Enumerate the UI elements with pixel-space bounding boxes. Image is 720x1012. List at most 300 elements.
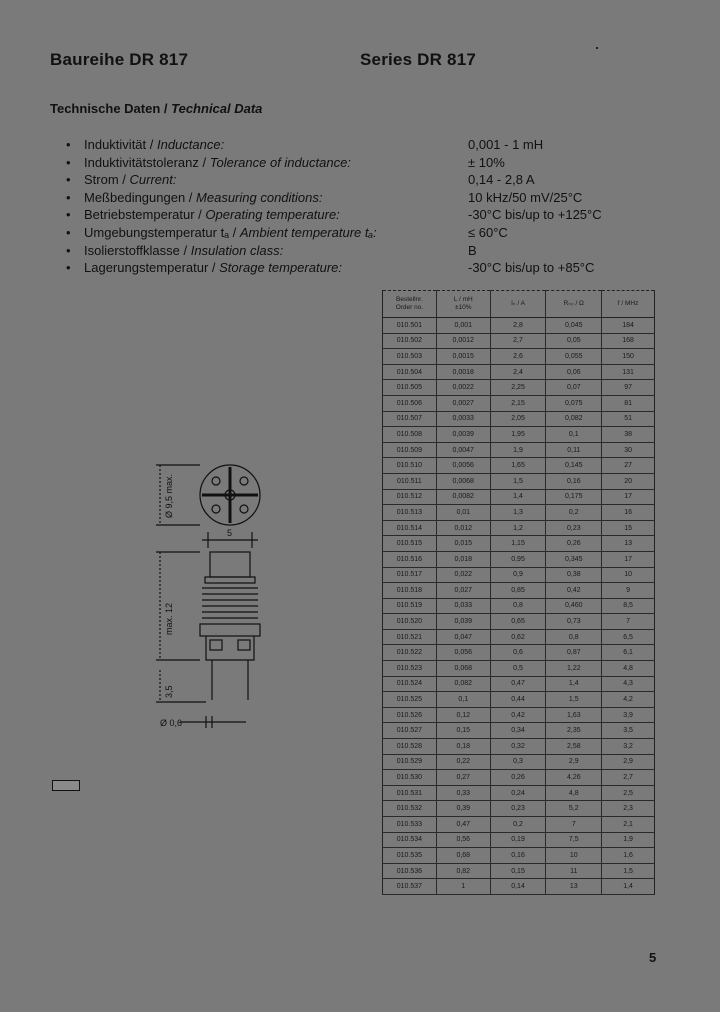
table-cell: 3,5 bbox=[602, 723, 655, 739]
table-cell: 010.523 bbox=[383, 661, 437, 677]
dim-lead-length-label: 3,5 bbox=[164, 685, 174, 698]
table-cell: 4,26 bbox=[546, 770, 602, 786]
table-cell: 7 bbox=[546, 817, 602, 833]
table-cell: 010.502 bbox=[383, 333, 437, 349]
spec-label-de: Strom / bbox=[84, 172, 130, 188]
table-cell: 010.531 bbox=[383, 785, 437, 801]
table-cell: 30 bbox=[602, 442, 655, 458]
table-cell: 1,65 bbox=[490, 458, 546, 474]
table-cell: 010.526 bbox=[383, 707, 437, 723]
table-cell: 6,1 bbox=[602, 645, 655, 661]
spec-label-en: Ambient temperature tₐ: bbox=[239, 224, 377, 240]
table-cell: 0,16 bbox=[490, 848, 546, 864]
table-cell: 0,9 bbox=[490, 567, 546, 583]
table-cell: 1,15 bbox=[490, 536, 546, 552]
table-cell: 168 bbox=[602, 333, 655, 349]
table-cell: 0,056 bbox=[436, 645, 490, 661]
table-cell: 010.511 bbox=[383, 473, 437, 489]
table-cell: 0,3 bbox=[490, 754, 546, 770]
table-cell: 10 bbox=[546, 848, 602, 864]
table-cell: 010.501 bbox=[383, 318, 437, 334]
table-header-cell bbox=[546, 291, 602, 318]
table-cell: 0,5 bbox=[490, 661, 546, 677]
table-row bbox=[383, 349, 655, 365]
table-cell: 0,015 bbox=[436, 536, 490, 552]
table-cell: 3,2 bbox=[602, 739, 655, 755]
table-cell: 0,34 bbox=[490, 723, 546, 739]
table-cell: 27 bbox=[602, 458, 655, 474]
table-cell: 17 bbox=[602, 551, 655, 567]
spec-label-de: Isolierstoffklasse / bbox=[84, 242, 191, 258]
table-cell: 010.516 bbox=[383, 551, 437, 567]
table-header-row bbox=[383, 291, 655, 318]
table-cell: 2,8 bbox=[490, 318, 546, 334]
table-cell: 010.530 bbox=[383, 770, 437, 786]
table-cell: 010.508 bbox=[383, 427, 437, 443]
spec-value: -30°C bis/up to +85°C bbox=[468, 260, 595, 276]
bullet-icon: • bbox=[66, 207, 71, 223]
table-cell: 7 bbox=[602, 614, 655, 630]
table-row bbox=[383, 364, 655, 380]
table-cell: 010.517 bbox=[383, 567, 437, 583]
table-cell: 150 bbox=[602, 349, 655, 365]
table-cell: 2,15 bbox=[490, 395, 546, 411]
table-cell: 81 bbox=[602, 395, 655, 411]
table-cell: 1,9 bbox=[490, 442, 546, 458]
table-cell: 2,1 bbox=[602, 817, 655, 833]
spec-row bbox=[60, 242, 660, 260]
table-cell: 0,039 bbox=[436, 614, 490, 630]
header-line-2: Order no. bbox=[395, 304, 424, 311]
table-cell: 0,33 bbox=[436, 785, 490, 801]
table-cell: 2,4 bbox=[490, 364, 546, 380]
table-row bbox=[383, 848, 655, 864]
table-cell: 5,2 bbox=[546, 801, 602, 817]
table-cell: 1,63 bbox=[546, 707, 602, 723]
spec-label bbox=[84, 224, 377, 241]
table-row bbox=[383, 567, 655, 583]
spec-row bbox=[60, 259, 660, 277]
table-cell: 4,8 bbox=[546, 785, 602, 801]
spec-label-de: Induktivitätstoleranz / bbox=[84, 154, 210, 170]
table-cell: 15 bbox=[602, 520, 655, 536]
table-cell: 010.534 bbox=[383, 832, 437, 848]
table-cell: 0,0039 bbox=[436, 427, 490, 443]
table-cell: 1,6 bbox=[602, 848, 655, 864]
table-cell: 20 bbox=[602, 473, 655, 489]
table-row bbox=[383, 629, 655, 645]
table-cell: 0,8 bbox=[546, 629, 602, 645]
bullet-icon: • bbox=[66, 242, 71, 258]
table-cell: 2,35 bbox=[546, 723, 602, 739]
table-cell: 0,0033 bbox=[436, 411, 490, 427]
table-cell: 13 bbox=[546, 879, 602, 895]
table-cell: 010.524 bbox=[383, 676, 437, 692]
dim-height-label: max. 12 bbox=[164, 602, 174, 635]
table-cell: 0,460 bbox=[546, 598, 602, 614]
spec-row bbox=[60, 206, 660, 224]
table-cell: 0,42 bbox=[546, 583, 602, 599]
spec-label-en: Tolerance of inductance: bbox=[209, 154, 351, 170]
table-cell: 0,44 bbox=[490, 692, 546, 708]
scan-dot bbox=[596, 47, 598, 49]
table-cell: 010.520 bbox=[383, 614, 437, 630]
table-cell: 0,045 bbox=[546, 318, 602, 334]
spec-label-de: Meßbedingungen / bbox=[84, 189, 197, 205]
table-cell: 0,0082 bbox=[436, 489, 490, 505]
section-title-de: Technische Daten / bbox=[50, 101, 172, 116]
table-cell: 0,62 bbox=[490, 629, 546, 645]
table-cell: 1,5 bbox=[546, 692, 602, 708]
table-cell: 0,05 bbox=[546, 333, 602, 349]
coil-cap bbox=[210, 552, 250, 577]
dim-wire-diameter-label: Ø 0,6 bbox=[160, 718, 183, 728]
table-cell: 2,9 bbox=[546, 754, 602, 770]
table-cell: 0,0068 bbox=[436, 473, 490, 489]
table-row bbox=[383, 505, 655, 521]
table-row bbox=[383, 395, 655, 411]
table-cell: 0,01 bbox=[436, 505, 490, 521]
table-cell: 2,7 bbox=[602, 770, 655, 786]
spec-label bbox=[84, 136, 224, 153]
table-cell: 4,3 bbox=[602, 676, 655, 692]
spec-label bbox=[84, 154, 351, 171]
header-line-1: L / mH bbox=[453, 296, 473, 303]
table-cell: 0,0012 bbox=[436, 333, 490, 349]
table-cell: 0,12 bbox=[436, 707, 490, 723]
spec-list bbox=[60, 136, 660, 277]
table-cell: 010.519 bbox=[383, 598, 437, 614]
table-cell: 0,068 bbox=[436, 661, 490, 677]
dim-diameter-label: Ø 9,5 max. bbox=[164, 473, 174, 518]
table-row bbox=[383, 458, 655, 474]
table-cell: 0,001 bbox=[436, 318, 490, 334]
table-cell: 1,4 bbox=[490, 489, 546, 505]
table-row bbox=[383, 801, 655, 817]
table-cell: 0,0027 bbox=[436, 395, 490, 411]
table-cell: 6,5 bbox=[602, 629, 655, 645]
table-cell: 17 bbox=[602, 489, 655, 505]
table-cell: 010.529 bbox=[383, 754, 437, 770]
table-cell: 010.528 bbox=[383, 739, 437, 755]
table-cell: 0,23 bbox=[490, 801, 546, 817]
table-cell: 0,42 bbox=[490, 707, 546, 723]
spec-label bbox=[84, 171, 176, 188]
table-cell: 010.514 bbox=[383, 520, 437, 536]
table-cell: 0,14 bbox=[490, 879, 546, 895]
table-cell: 0,175 bbox=[546, 489, 602, 505]
inductance-table bbox=[382, 290, 655, 895]
table-cell: 010.525 bbox=[383, 692, 437, 708]
table-cell: 0,82 bbox=[436, 863, 490, 879]
table-cell: 010.504 bbox=[383, 364, 437, 380]
table-row bbox=[383, 598, 655, 614]
spec-value: 0,14 - 2,8 A bbox=[468, 172, 535, 188]
table-row bbox=[383, 551, 655, 567]
table-cell: 2,6 bbox=[490, 349, 546, 365]
series-title-de: Baureihe DR 817 bbox=[50, 50, 189, 69]
header-line-2: ±10% bbox=[454, 304, 472, 311]
table-cell: 1,2 bbox=[490, 520, 546, 536]
section-title bbox=[50, 101, 262, 116]
table-cell: 0,47 bbox=[436, 817, 490, 833]
table-cell: 0,15 bbox=[436, 723, 490, 739]
spec-label-en: Measuring conditions: bbox=[196, 189, 323, 205]
table-cell: 0,027 bbox=[436, 583, 490, 599]
table-cell: 0,082 bbox=[436, 676, 490, 692]
table-cell: 1 bbox=[436, 879, 490, 895]
table-row bbox=[383, 739, 655, 755]
table-cell: 0,56 bbox=[436, 832, 490, 848]
spec-label-de: Umgebungstemperatur tₐ / bbox=[84, 224, 240, 240]
manufacturer-logo-stamp bbox=[52, 780, 80, 791]
table-cell: 010.537 bbox=[383, 879, 437, 895]
table-header-cell bbox=[383, 291, 437, 318]
table-cell: 1,4 bbox=[546, 676, 602, 692]
table-cell: 010.507 bbox=[383, 411, 437, 427]
bullet-icon: • bbox=[66, 172, 71, 188]
table-row bbox=[383, 692, 655, 708]
bullet-icon: • bbox=[66, 224, 71, 240]
table-cell: 0,87 bbox=[546, 645, 602, 661]
table-cell: 010.536 bbox=[383, 863, 437, 879]
table-cell: 0,6 bbox=[490, 645, 546, 661]
table-cell: 0,033 bbox=[436, 598, 490, 614]
table-cell: 0,65 bbox=[490, 614, 546, 630]
spec-row bbox=[60, 171, 660, 189]
spec-label bbox=[84, 189, 323, 206]
table-row bbox=[383, 536, 655, 552]
table-row bbox=[383, 318, 655, 334]
table-row bbox=[383, 442, 655, 458]
spec-label-en: Operating temperature: bbox=[205, 207, 340, 223]
table-cell: 010.535 bbox=[383, 848, 437, 864]
table-cell: 7,5 bbox=[546, 832, 602, 848]
table-cell: 0,39 bbox=[436, 801, 490, 817]
table-cell: 010.506 bbox=[383, 395, 437, 411]
spec-value: 0,001 - 1 mH bbox=[468, 137, 544, 152]
table-cell: 0,24 bbox=[490, 785, 546, 801]
table-cell: 010.532 bbox=[383, 801, 437, 817]
table-cell: 13 bbox=[602, 536, 655, 552]
page-number: 5 bbox=[649, 950, 657, 965]
header-line-1: f / MHz bbox=[617, 300, 639, 307]
table-cell: 0,07 bbox=[546, 380, 602, 396]
table-cell: 0,11 bbox=[546, 442, 602, 458]
spec-label-en: Storage temperature: bbox=[219, 260, 342, 276]
table-cell: 0,95 bbox=[490, 551, 546, 567]
table-row bbox=[383, 380, 655, 396]
table-row bbox=[383, 879, 655, 895]
table-cell: 0,2 bbox=[546, 505, 602, 521]
table-cell: 2,58 bbox=[546, 739, 602, 755]
table-cell: 010.518 bbox=[383, 583, 437, 599]
table-row bbox=[383, 473, 655, 489]
table-cell: 0,38 bbox=[546, 567, 602, 583]
table-cell: 0,32 bbox=[490, 739, 546, 755]
table-cell: 3,9 bbox=[602, 707, 655, 723]
table-cell: 184 bbox=[602, 318, 655, 334]
table-header-cell bbox=[436, 291, 490, 318]
table-cell: 0,2 bbox=[490, 817, 546, 833]
table-row bbox=[383, 583, 655, 599]
table-row bbox=[383, 770, 655, 786]
table-cell: 0,082 bbox=[546, 411, 602, 427]
spec-value: -30°C bis/up to +125°C bbox=[468, 207, 602, 223]
table-cell: 0,047 bbox=[436, 629, 490, 645]
table-cell: 0,0022 bbox=[436, 380, 490, 396]
spec-row bbox=[60, 189, 660, 207]
table-cell: 8,5 bbox=[602, 598, 655, 614]
spec-label-en: Inductance: bbox=[156, 137, 225, 152]
table-row bbox=[383, 520, 655, 536]
table-cell: 0,0056 bbox=[436, 458, 490, 474]
table-cell: 1,9 bbox=[602, 832, 655, 848]
bullet-icon: • bbox=[66, 137, 71, 152]
table-header-cell bbox=[602, 291, 655, 318]
table-cell: 0,145 bbox=[546, 458, 602, 474]
table-cell: 0,16 bbox=[546, 473, 602, 489]
table-header-cell bbox=[490, 291, 546, 318]
spec-label-de: Lagerungstemperatur / bbox=[84, 260, 220, 276]
table-cell: 0,022 bbox=[436, 567, 490, 583]
table-cell: 0,18 bbox=[436, 739, 490, 755]
spec-value: ± 10% bbox=[468, 154, 505, 170]
spec-label-en: Current: bbox=[129, 172, 177, 188]
table-row bbox=[383, 754, 655, 770]
table-row bbox=[383, 707, 655, 723]
table-cell: 0,0015 bbox=[436, 349, 490, 365]
table-cell: 2,7 bbox=[490, 333, 546, 349]
header-line-1: Bestellnr. bbox=[396, 296, 423, 303]
spec-value: 10 kHz/50 mV/25°C bbox=[468, 189, 583, 205]
table-cell: 4,2 bbox=[602, 692, 655, 708]
table-cell: 010.513 bbox=[383, 505, 437, 521]
table-cell: 131 bbox=[602, 364, 655, 380]
table-row bbox=[383, 723, 655, 739]
table-cell: 0,0018 bbox=[436, 364, 490, 380]
table-cell: 010.505 bbox=[383, 380, 437, 396]
table-row bbox=[383, 333, 655, 349]
dim-width-label: 5 bbox=[227, 528, 233, 538]
table-cell: 010.510 bbox=[383, 458, 437, 474]
table-cell: 0,68 bbox=[436, 848, 490, 864]
table-cell: 0,23 bbox=[546, 520, 602, 536]
spec-label bbox=[84, 242, 283, 259]
table-cell: 0,1 bbox=[546, 427, 602, 443]
table-cell: 4,8 bbox=[602, 661, 655, 677]
table-row bbox=[383, 645, 655, 661]
table-cell: 0,26 bbox=[490, 770, 546, 786]
table-cell: 0,47 bbox=[490, 676, 546, 692]
table-cell: 0,012 bbox=[436, 520, 490, 536]
table-cell: 1,5 bbox=[602, 863, 655, 879]
bullet-icon: • bbox=[66, 154, 71, 170]
table-row bbox=[383, 676, 655, 692]
series-title-en: Series DR 817 bbox=[360, 50, 477, 69]
table-cell: 97 bbox=[602, 380, 655, 396]
header-line-1: Iₙ / A bbox=[511, 300, 525, 307]
table-row bbox=[383, 411, 655, 427]
table-cell: 0,26 bbox=[546, 536, 602, 552]
table-cell: 010.521 bbox=[383, 629, 437, 645]
spec-row bbox=[60, 136, 660, 154]
table-cell: 010.515 bbox=[383, 536, 437, 552]
table-row bbox=[383, 489, 655, 505]
spec-label bbox=[84, 206, 340, 223]
table-cell: 0,1 bbox=[436, 692, 490, 708]
header-line-1: Rₙ₀ / Ω bbox=[563, 300, 584, 307]
table-cell: 1,3 bbox=[490, 505, 546, 521]
table-cell: 2,3 bbox=[602, 801, 655, 817]
table-cell: 2,9 bbox=[602, 754, 655, 770]
table-row bbox=[383, 817, 655, 833]
table-cell: 16 bbox=[602, 505, 655, 521]
table-cell: 010.512 bbox=[383, 489, 437, 505]
table-row bbox=[383, 863, 655, 879]
section-title-en: Technical Data bbox=[171, 101, 263, 116]
table-cell: 0,055 bbox=[546, 349, 602, 365]
table-cell: 010.522 bbox=[383, 645, 437, 661]
table-cell: 0,73 bbox=[546, 614, 602, 630]
table-cell: 0,15 bbox=[490, 863, 546, 879]
table-row bbox=[383, 832, 655, 848]
spec-label-de: Induktivität / bbox=[84, 137, 157, 152]
spec-value: ≤ 60°C bbox=[468, 224, 508, 240]
spec-label-de: Betriebstemperatur / bbox=[84, 207, 206, 223]
spec-value: B bbox=[468, 242, 477, 258]
table-cell: 11 bbox=[546, 863, 602, 879]
table-cell: 0,345 bbox=[546, 551, 602, 567]
table-cell: 51 bbox=[602, 411, 655, 427]
table-cell: 1,95 bbox=[490, 427, 546, 443]
table-row bbox=[383, 785, 655, 801]
spec-label-en: Insulation class: bbox=[190, 242, 284, 258]
table-cell: 2,5 bbox=[602, 785, 655, 801]
spec-row bbox=[60, 154, 660, 172]
coil-base bbox=[200, 624, 260, 636]
bullet-icon: • bbox=[66, 260, 71, 276]
table-cell: 10 bbox=[602, 567, 655, 583]
table-row bbox=[383, 427, 655, 443]
table-cell: 0,0047 bbox=[436, 442, 490, 458]
table-cell: 0,018 bbox=[436, 551, 490, 567]
table-cell: 0,075 bbox=[546, 395, 602, 411]
table-cell: 010.509 bbox=[383, 442, 437, 458]
table-cell: 0,27 bbox=[436, 770, 490, 786]
table-cell: 010.503 bbox=[383, 349, 437, 365]
table-cell: 1,5 bbox=[490, 473, 546, 489]
bullet-icon: • bbox=[66, 189, 71, 205]
table-row bbox=[383, 661, 655, 677]
table-cell: 1,22 bbox=[546, 661, 602, 677]
spec-row bbox=[60, 224, 660, 242]
table-row bbox=[383, 614, 655, 630]
table-cell: 1,4 bbox=[602, 879, 655, 895]
table-cell: 2,05 bbox=[490, 411, 546, 427]
component-dimension-drawing bbox=[150, 460, 270, 740]
table-cell: 0,22 bbox=[436, 754, 490, 770]
table-cell: 38 bbox=[602, 427, 655, 443]
table-cell: 010.533 bbox=[383, 817, 437, 833]
table-cell: 9 bbox=[602, 583, 655, 599]
spec-label bbox=[84, 259, 342, 276]
table-cell: 2,25 bbox=[490, 380, 546, 396]
table-cell: 0,8 bbox=[490, 598, 546, 614]
table-cell: 0,85 bbox=[490, 583, 546, 599]
table-cell: 010.527 bbox=[383, 723, 437, 739]
table-cell: 0,06 bbox=[546, 364, 602, 380]
